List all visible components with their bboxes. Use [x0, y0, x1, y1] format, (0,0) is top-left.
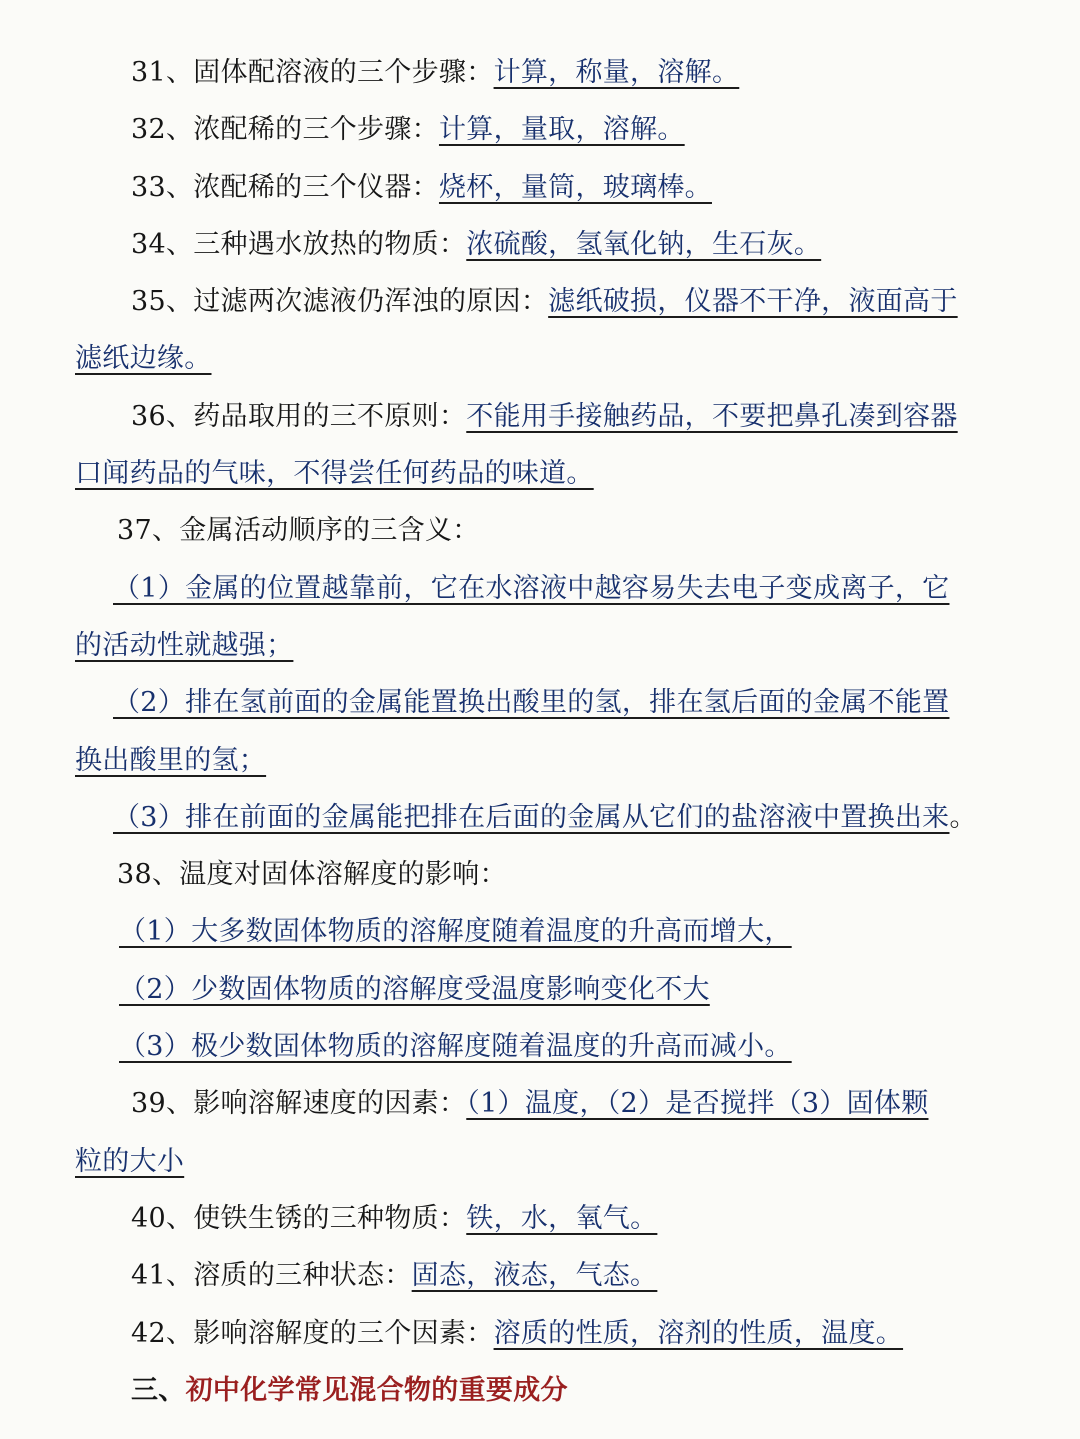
item-32 — [75, 101, 1012, 158]
item-34-prompt: 34、三种遇水放热的物质： — [131, 228, 467, 260]
item-37-point-1 — [75, 560, 1012, 617]
item-36 — [75, 388, 1012, 445]
item-37-point-3-end: 。 — [949, 801, 977, 833]
item-35 — [75, 273, 1012, 330]
item-36-prompt: 36、药品取用的三不原则： — [131, 400, 467, 432]
item-37-title: 37、金属活动顺序的三含义： — [117, 515, 480, 547]
item-39 — [75, 1075, 1012, 1132]
item-35-answer-line2: 滤纸边缘。 — [75, 343, 212, 375]
item-38-point-1-text: （1）大多数固体物质的溶解度随着温度的升高而增大， — [119, 916, 792, 948]
item-37-point-2-line2: 换出酸里的氢； — [75, 744, 267, 776]
item-40-prompt: 40、使铁生锈的三种物质： — [131, 1202, 467, 1234]
item-37-point-2 — [75, 674, 1012, 731]
item-33-answer: 烧杯，量筒，玻璃棒。 — [438, 171, 712, 203]
section-heading-title: 初中化学常见混合物的重要成分 — [185, 1374, 568, 1406]
item-38-point-1 — [75, 903, 1012, 960]
item-39-continued — [75, 1133, 1012, 1190]
item-38-title: 38、温度对固体溶解度的影响： — [117, 859, 507, 891]
item-42 — [75, 1305, 1012, 1362]
section-heading — [75, 1362, 1012, 1419]
item-38-point-3 — [75, 1018, 1012, 1075]
item-41 — [75, 1247, 1012, 1304]
item-40-answer: 铁，水，氧气。 — [466, 1202, 658, 1234]
item-38-point-2 — [75, 961, 1012, 1018]
item-42-prompt: 42、影响溶解度的三个因素： — [131, 1317, 494, 1349]
item-38-point-2-text: （2）少数固体物质的溶解度受温度影响变化不大 — [119, 973, 710, 1005]
item-31-prompt: 31、固体配溶液的三个步骤： — [131, 57, 494, 88]
item-36-continued — [75, 445, 1012, 502]
item-37-point-2-continued — [75, 732, 1012, 789]
item-39-answer-line2: 粒的大小 — [75, 1145, 185, 1177]
item-41-answer: 固态，液态，气态。 — [411, 1260, 658, 1292]
item-35-continued — [75, 330, 1012, 387]
item-37-point-3 — [75, 789, 1012, 846]
item-34 — [75, 216, 1012, 273]
item-37-point-1-line1: （1）金属的位置越靠前，它在水溶液中越容易失去电子变成离子，它 — [113, 572, 950, 604]
item-37-point-1-line2: 的活动性就越强； — [75, 629, 294, 661]
item-32-answer: 计算，量取，溶解。 — [438, 114, 685, 146]
item-35-prompt: 35、过滤两次滤液仍浑浊的原因： — [131, 286, 549, 318]
item-36-answer-line1: 不能用手接触药品，不要把鼻孔凑到容器 — [466, 400, 958, 432]
item-41-prompt: 41、溶质的三种状态： — [131, 1260, 412, 1292]
item-39-answer-line1: （1）温度，（2）是否搅拌（3）固体颗 — [466, 1088, 929, 1120]
item-40 — [75, 1190, 1012, 1247]
item-37-point-3-text: （3）排在前面的金属能把排在后面的金属从它们的盐溶液中置换出来 — [113, 801, 950, 833]
item-38-point-3-text: （3）极少数固体物质的溶解度随着温度的升高而减小。 — [119, 1031, 792, 1063]
item-42-answer: 溶质的性质，溶剂的性质，温度。 — [493, 1317, 904, 1349]
item-37-point-1-continued — [75, 617, 1012, 674]
item-33 — [75, 159, 1012, 216]
item-34-answer: 浓硫酸，氢氧化钠，生石灰。 — [466, 228, 822, 260]
item-39-prompt: 39、影响溶解速度的因素： — [131, 1088, 467, 1120]
item-31 — [75, 44, 1012, 101]
item-36-answer-line2: 口闻药品的气味，不得尝任何药品的味道。 — [75, 458, 594, 490]
item-33-prompt: 33、浓配稀的三个仪器： — [131, 171, 439, 203]
item-31-answer: 计算，称量，溶解。 — [493, 57, 740, 88]
item-35-answer-line1: 滤纸破损，仪器不干净，液面高于 — [548, 286, 958, 318]
section-heading-number: 三、 — [131, 1374, 186, 1406]
item-37-point-2-line1: （2）排在氢前面的金属能置换出酸里的氢，排在氢后面的金属不能置 — [113, 687, 950, 719]
item-32-prompt: 32、浓配稀的三个步骤： — [131, 114, 439, 146]
